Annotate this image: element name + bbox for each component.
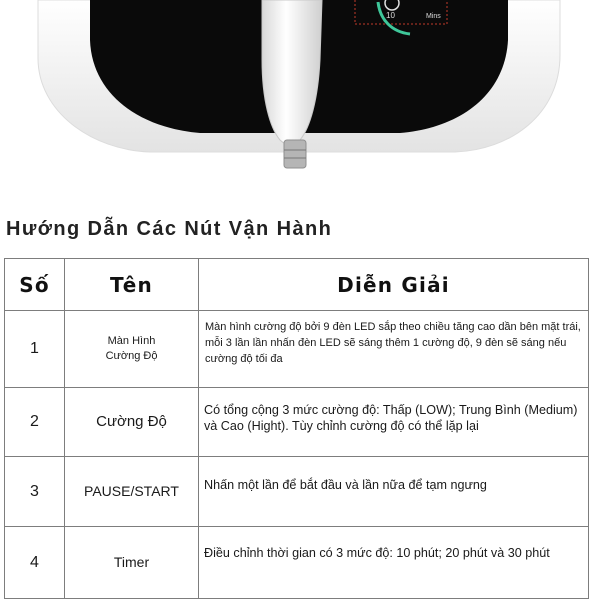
row-description: Màn hình cường độ bởi 9 đèn LED sắp theo chiều tăng cao dần bên mặt trái, mỗi 3 lần lần nhấn đèn LED sẽ sáng thêm 1 cường độ, 9 đèn sẽ sáng nếu cường độ tối đa [205, 321, 581, 365]
table-header-row [5, 259, 589, 311]
product-image [0, 0, 595, 175]
row-number: 3 [5, 457, 65, 527]
row-description: Nhấn một lần để bắt đầu và lần nữa để tạm ngưng [204, 478, 487, 492]
row-number: 1 [5, 311, 65, 388]
section-title: Hướng Dẫn Các Nút Vận Hành [6, 218, 333, 240]
header-number: Số [5, 259, 65, 311]
row-name-cell [65, 457, 199, 527]
row-description-cell [199, 388, 589, 457]
row-description: Có tổng cộng 3 mức cường độ: Thấp (LOW); Trung Bình (Medium) và Cao (Hight). Tùy chỉnh cường độ có thể lặp lại [204, 403, 578, 433]
row-name: Màn Hình Cường Độ [105, 335, 158, 362]
table-row [5, 311, 589, 388]
row-name-cell [65, 527, 199, 599]
table-row [5, 388, 589, 457]
row-number: 4 [5, 527, 65, 599]
table-row [5, 457, 589, 527]
header-description: Diễn Giải [199, 259, 589, 311]
row-name-cell [65, 311, 199, 388]
row-name-cell [65, 388, 199, 457]
dial-min-label: 10 [386, 11, 395, 20]
row-name: Timer [113, 553, 150, 570]
row-name: Cường Độ [96, 413, 167, 430]
row-name: PAUSE/START [84, 482, 179, 499]
row-number: 2 [5, 388, 65, 457]
operation-guide-table [4, 258, 589, 599]
row-description-cell [199, 527, 589, 599]
cable-connector [284, 140, 306, 168]
table-row [5, 527, 589, 599]
row-description-cell [199, 457, 589, 527]
dial-unit-label: Mins [426, 13, 441, 20]
row-description-cell [199, 311, 589, 388]
header-name: Tên [65, 259, 199, 311]
massager-device-illustration [0, 0, 595, 175]
row-description: Điều chỉnh thời gian có 3 mức độ: 10 phút; 20 phút và 30 phút [204, 546, 550, 560]
